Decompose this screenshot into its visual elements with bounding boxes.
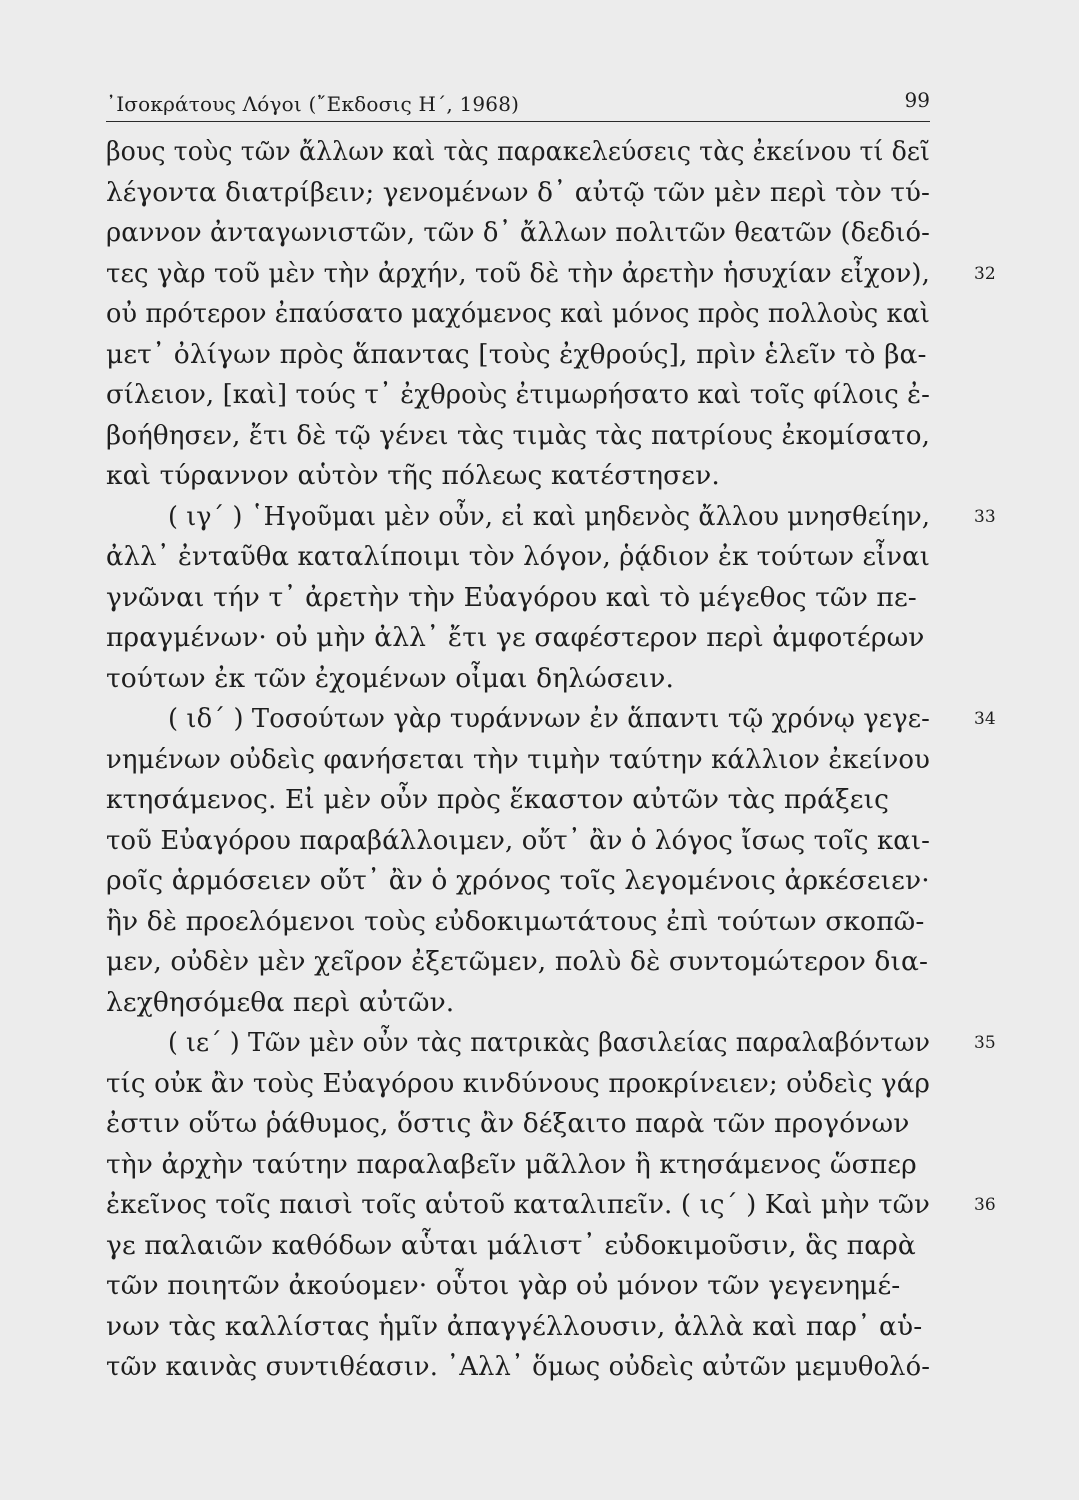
text-line [106, 1023, 996, 1064]
text-line [106, 821, 948, 862]
text-line [106, 740, 948, 781]
line-text: λεχθησόμεθα περὶ αὐτῶν. [106, 986, 455, 1018]
line-text: νημένων οὐδεὶς φανήσεται τὴν τιμὴν ταύτην κάλλιον ἐκείνου [106, 743, 931, 775]
line-text: ἐστιν οὕτω ῥάθυμος, ὅστις ἂν δέξαιτο παρὰ τῶν προγόνων [106, 1108, 910, 1139]
text-line [106, 1104, 948, 1145]
text-line [106, 416, 948, 457]
line-text: ( ιδ΄ ) Τοσούτων γὰρ τυράννων ἐν ἅπαντι τῷ χρόνῳ γεγε- [168, 703, 930, 734]
text-line [106, 173, 948, 214]
text-line [106, 1064, 948, 1105]
text-line [106, 375, 948, 416]
line-text: ἀλλ᾿ ἐνταῦθα καταλίποιμι τὸν λόγον, ῥᾴδιον ἐκ τούτων εἶναι [106, 541, 930, 572]
text-line [106, 983, 948, 1024]
line-text: τὴν ἀρχὴν ταύτην παραλαβεῖν μᾶλλον ἢ κτησάμενος ὥσπερ [106, 1148, 917, 1180]
line-text: καὶ τύραννον αὑτὸν τῆς πόλεως κατέστησεν. [106, 460, 720, 491]
text-line [106, 942, 948, 983]
text-line [106, 537, 948, 578]
text-line [106, 335, 948, 376]
line-text: λέγοντα διατρίβειν; γενομένων δ᾿ αὐτῷ τῶν μὲν περὶ τὸν τύ- [106, 176, 931, 208]
page-number: 99 [904, 88, 930, 112]
line-text: ( ιε΄ ) Τῶν μὲν οὖν τὰς πατρικὰς βασιλείας παραλαβόντων [168, 1027, 931, 1058]
line-text: τες γὰρ τοῦ μὲν τὴν ἀρχήν, τοῦ δὲ τὴν ἀρετὴν ἡσυχίαν εἶχον), [106, 257, 931, 289]
margin-section-number: 36 [974, 1195, 996, 1215]
text-line [106, 699, 996, 740]
line-text: κτησάμενος. Εἰ μὲν οὖν πρὸς ἕκαστον αὐτῶν τὰς πράξεις [106, 784, 890, 815]
text-line [106, 294, 948, 335]
margin-section-number: 34 [974, 709, 996, 729]
margin-section-number: 35 [974, 1033, 996, 1053]
body-text [106, 132, 996, 1388]
header-rule [106, 121, 930, 122]
text-line [106, 1185, 996, 1226]
line-text: πραγμένων· οὐ μὴν ἀλλ᾿ ἔτι γε σαφέστερον περὶ ἀμφοτέρων [106, 622, 925, 653]
text-line [106, 1145, 948, 1186]
line-text: μετ᾿ ὀλίγων πρὸς ἅπαντας [τοὺς ἐχθρούς], πρὶν ἑλεῖν τὸ βα- [106, 338, 927, 370]
line-text: ( ιγ΄ ) ῾Ηγοῦμαι μὲν οὖν, εἰ καὶ μηδενὸς ἄλλου μνησθείην, [168, 500, 931, 532]
text-line [106, 780, 948, 821]
text-line [106, 456, 948, 497]
line-text: τίς οὐκ ἂν τοὺς Εὐαγόρου κινδύνους προκρίνειεν; οὐδεὶς γάρ [106, 1067, 930, 1099]
text-line [106, 861, 948, 902]
line-text: μεν, οὐδὲν μὲν χεῖρον ἐξετῶμεν, πολὺ δὲ συντομώτερον δια- [106, 946, 929, 977]
text-line [106, 618, 948, 659]
line-text: ραννον ἀνταγωνιστῶν, τῶν δ᾿ ἄλλων πολιτῶν θεατῶν (δεδιό- [106, 217, 930, 248]
line-text: βους τοὺς τῶν ἄλλων καὶ τὰς παρακελεύσεις τὰς ἐκείνου τί δεῖ [106, 136, 931, 167]
line-text: σίλειον, [καὶ] τούς τ᾿ ἐχθροὺς ἐτιμωρήσατο καὶ τοῖς φίλοις ἐ- [106, 379, 931, 410]
margin-section-number: 32 [974, 263, 996, 284]
text-line [106, 659, 948, 700]
line-text: γνῶναι τήν τ᾿ ἀρετὴν τὴν Εὐαγόρου καὶ τὸ μέγεθος τῶν πε- [106, 581, 917, 613]
text-line [106, 1226, 948, 1267]
line-text: τῶν ποιητῶν ἀκούομεν· οὗτοι γὰρ οὐ μόνον τῶν γεγενημέ- [106, 1270, 901, 1301]
line-text: τοῦ Εὐαγόρου παραβάλλοιμεν, οὔτ᾿ ἂν ὁ λόγος ἴσως τοῖς και- [106, 824, 931, 856]
text-line [106, 578, 948, 619]
text-line [106, 1347, 948, 1388]
text-line [106, 132, 948, 173]
text-line [106, 902, 948, 943]
line-text: τούτων ἐκ τῶν ἐχομένων οἶμαι δηλώσειν. [106, 662, 675, 694]
text-line [106, 213, 948, 254]
text-line [106, 497, 996, 538]
line-text: νων τὰς καλλίστας ἡμῖν ἀπαγγέλλουσιν, ἀλλὰ καὶ παρ᾿ αὑ- [106, 1310, 923, 1342]
text-line [106, 1266, 948, 1307]
line-text: τῶν καινὰς συντιθέασιν. ᾿Αλλ᾿ ὅμως οὐδεὶς αὐτῶν μεμυθολό- [106, 1351, 931, 1382]
line-text: οὐ πρότερον ἐπαύσατο μαχόμενος καὶ μόνος πρὸς πολλοὺς καὶ [106, 298, 931, 329]
line-text: ροῖς ἁρμόσειεν οὔτ᾿ ἂν ὁ χρόνος τοῖς λεγομένοις ἀρκέσειεν· [106, 865, 930, 896]
line-text: ἢν δὲ προελόμενοι τοὺς εὐδοκιμωτάτους ἐπὶ τούτων σκοπῶ- [106, 905, 925, 937]
page-header [106, 86, 930, 120]
line-text: ἐκεῖνος τοῖς παισὶ τοῖς αὑτοῦ καταλιπεῖν. ( ις΄ ) Καὶ μὴν τῶν [106, 1189, 930, 1220]
running-title: ᾿Ισοκράτους Λόγοι (῎Εκδοσις Η΄, 1968) [106, 92, 520, 116]
margin-section-number: 33 [974, 506, 996, 527]
line-text: γε παλαιῶν καθόδων αὗται μάλιστ᾿ εὐδοκιμοῦσιν, ἃς παρὰ [106, 1229, 916, 1261]
text-line [106, 254, 996, 295]
line-text: βοήθησεν, ἔτι δὲ τῷ γένει τὰς τιμὰς τὰς πατρίους ἐκομίσατο, [106, 419, 930, 451]
text-line [106, 1307, 948, 1348]
